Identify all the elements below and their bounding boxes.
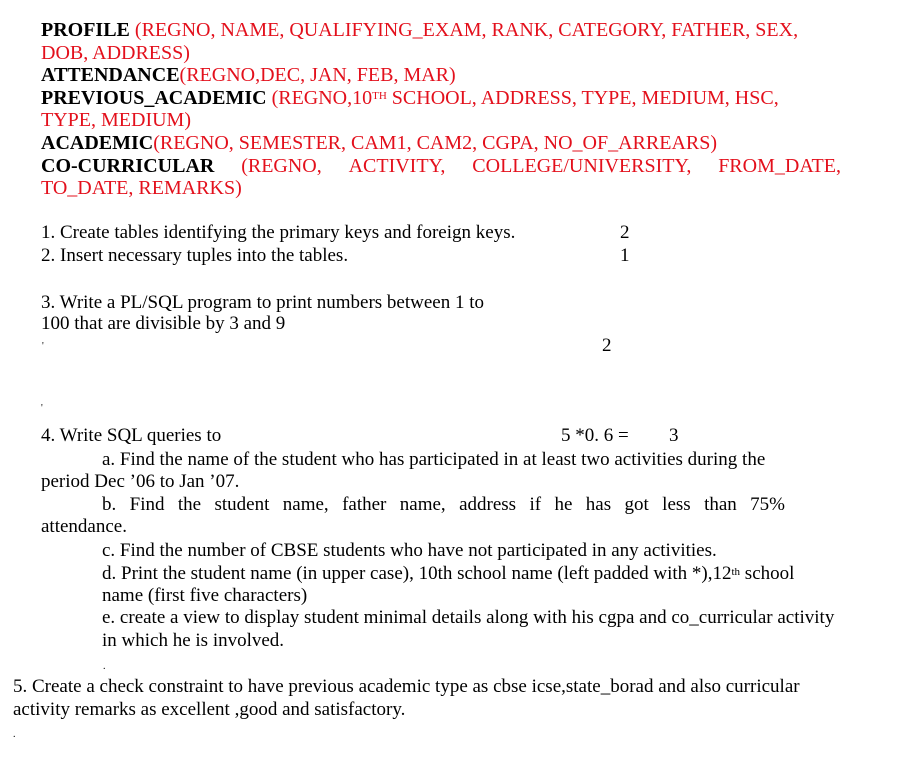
previous-academic-table-name: PREVIOUS_ACADEMIC (41, 87, 267, 109)
question-4a-line-1: a. Find the name of the student who has participated in at least two activities during the (102, 449, 766, 470)
question-1-marks: 2 (620, 222, 630, 243)
question-4b-line-2: attendance. (41, 516, 127, 537)
question-4-marks: 3 (669, 425, 679, 446)
previous-academic-attributes-cont: TYPE, MEDIUM) (41, 109, 191, 131)
question-4: 4. Write SQL queries to (41, 425, 222, 446)
question-5-line-2: activity remarks as excellent ,good and satisfactory. (13, 699, 406, 720)
question-4-marks-expression: 5 *0. 6 = (561, 425, 629, 446)
profile-attributes-cont: DOB, ADDRESS) (41, 42, 190, 64)
question-4a-line-2: period Dec ’06 to Jan ’07. (41, 471, 240, 492)
academic-schema (41, 132, 717, 154)
attendance-attributes: (REGNO,DEC, JAN, FEB, MAR) (179, 64, 456, 86)
co-curricular-attr-word: FROM_DATE, (718, 155, 841, 177)
profile-schema (41, 19, 798, 41)
academic-attributes: (REGNO, SEMESTER, CAM1, CAM2, CGPA, NO_OF_ARREARS) (153, 132, 718, 154)
stray-mark: . (13, 729, 16, 740)
question-4c: c. Find the number of CBSE students who have not participated in any activities. (102, 540, 717, 561)
stray-mark: ' (41, 403, 43, 414)
co-curricular-attributes-cont: TO_DATE, REMARKS) (41, 177, 242, 199)
question-1: 1. Create tables identifying the primary keys and foreign keys. (41, 222, 516, 243)
co-curricular-attr-word: COLLEGE/UNIVERSITY, (472, 155, 692, 177)
question-3-line-2: 100 that are divisible by 3 and 9 (41, 313, 286, 334)
attendance-table-name: ATTENDANCE (41, 64, 180, 86)
stray-mark: ' (42, 341, 44, 352)
profile-attributes: (REGNO, NAME, QUALIFYING_EXAM, RANK, CATEGORY, FATHER, SEX, (134, 19, 799, 41)
question-2: 2. Insert necessary tuples into the tables. (41, 245, 349, 266)
previous-academic-attributes: (REGNO,10TH SCHOOL, ADDRESS, TYPE, MEDIUM, HSC, (271, 87, 779, 109)
question-5-line-1: 5. Create a check constraint to have previous academic type as cbse icse,state_borad and also curricular (13, 676, 800, 697)
question-4b-line-1: b. Find the student name, father name, address if he has got less than 75% (102, 494, 785, 515)
question-3-marks: 2 (602, 335, 612, 356)
question-2-marks: 1 (620, 245, 630, 266)
co-curricular-attr-word: ACTIVITY, (348, 155, 446, 177)
academic-table-name: ACADEMIC (41, 132, 154, 154)
stray-mark: . (103, 661, 106, 672)
attendance-schema (41, 64, 456, 86)
question-4d-line-2: name (first five characters) (102, 585, 308, 606)
profile-table-name: PROFILE (41, 19, 130, 41)
co-curricular-attr-word: (REGNO, (241, 155, 322, 177)
question-3-line-1: 3. Write a PL/SQL program to print numbers between 1 to (41, 292, 485, 313)
previous-academic-schema (41, 87, 779, 109)
question-4e-line-2: in which he is involved. (102, 630, 285, 651)
question-4e-line-1: e. create a view to display student minimal details along with his cgpa and co_curricular activity (102, 607, 835, 628)
co-curricular-schema (41, 155, 841, 177)
question-4d-line-1: d. Print the student name (in upper case), 10th school name (left padded with *),12th school (102, 563, 795, 584)
co-curricular-table-name: CO-CURRICULAR (41, 155, 215, 177)
